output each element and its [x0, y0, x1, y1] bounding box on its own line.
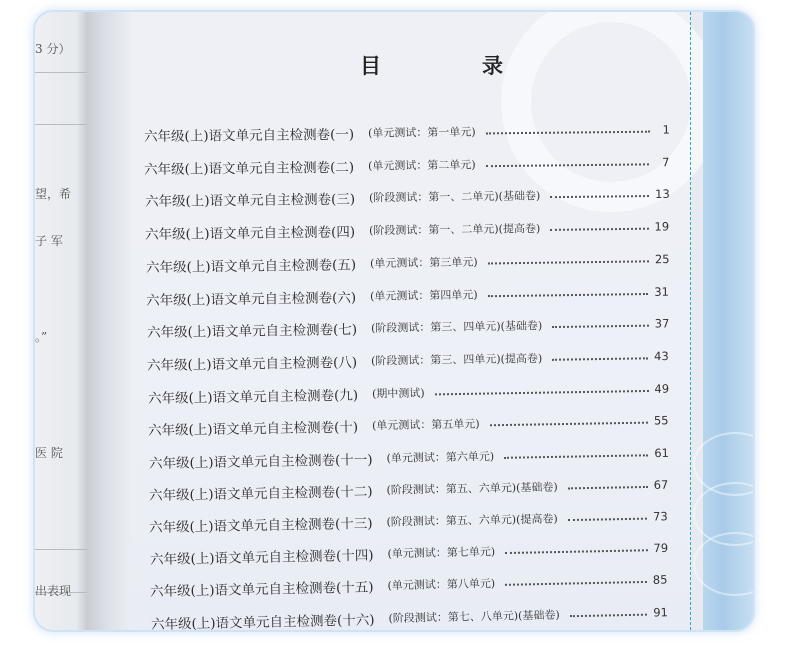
toc-entry-note: (单元测试：第六单元)	[385, 449, 494, 465]
cover-edge	[703, 12, 753, 630]
left-fragment: 出表现	[35, 584, 72, 598]
toc-entry-note: (阶段测试：第三、四单元)(基础卷)	[370, 319, 542, 335]
dot-leader	[505, 581, 647, 586]
toc-entry-note: (阶段测试：第一、二单元)(提高卷)	[369, 222, 541, 238]
toc-entry-note: (阶段测试：第一、二单元)(基础卷)	[368, 189, 541, 205]
toc-entry-title: 六年级(上)语文单元自主检测卷(二)	[144, 159, 355, 178]
dot-leader	[434, 390, 648, 395]
toc-entry-page: 85	[653, 572, 668, 588]
left-rule	[35, 549, 87, 550]
book-gutter	[87, 12, 133, 630]
toc-entry-page: 67	[653, 477, 669, 492]
dot-leader	[551, 228, 649, 231]
dot-leader	[550, 195, 649, 198]
left-fragment: 医 院	[35, 446, 63, 460]
dot-leader	[568, 486, 648, 489]
toc-entry-title: 六年级(上)语文单元自主检测卷(三)	[144, 191, 356, 211]
toc-entry-note: (单元测试：第一单元)	[368, 125, 476, 140]
toc-entry-title: 六年级(上)语文单元自主检测卷(十三)	[149, 515, 374, 537]
left-fragment: 3 分）	[35, 42, 71, 56]
toc-entry-page: 1	[662, 122, 671, 137]
toc-entry-title: 六年级(上)语文单元自主检测卷(十二)	[148, 484, 373, 505]
toc-entry-title: 六年级(上)语文单元自主检测卷(一)	[143, 126, 355, 145]
toc-entry-title: 六年级(上)语文单元自主检测卷(七)	[146, 322, 357, 342]
dot-leader	[505, 550, 647, 555]
toc-entry-page: 55	[653, 413, 669, 428]
dot-leader	[486, 131, 650, 135]
dot-leader	[487, 260, 648, 264]
toc-entry-title: 六年级(上)语文单元自主检测卷(九)	[147, 387, 358, 407]
toc-entry-title: 六年级(上)语文单元自主检测卷(八)	[147, 354, 358, 374]
dot-leader	[488, 292, 649, 296]
toc-entry-note: (单元测试：第七单元)	[387, 545, 496, 561]
toc-entry-page: 37	[654, 316, 670, 331]
toc-entry-note: (阶段测试：第五、六单元)(提高卷)	[386, 512, 559, 529]
toc-entry-note: (单元测试：第三单元)	[369, 255, 478, 270]
dot-leader	[552, 325, 649, 328]
left-rule	[35, 124, 87, 125]
decorative-wave	[693, 532, 753, 596]
toc-entry-page: 19	[654, 219, 670, 234]
toc-entry-page: 31	[654, 284, 670, 299]
toc-entry-note: (单元测试：第八单元)	[387, 577, 496, 593]
toc-entry-page: 61	[653, 445, 669, 461]
left-fragment: 。”	[35, 330, 48, 344]
toc-entry-note: (期中测试)	[371, 386, 425, 400]
dot-leader	[504, 454, 648, 459]
toc-entry-title: 六年级(上)语文单元自主检测卷(十四)	[149, 547, 374, 569]
toc-entry-page: 7	[662, 154, 670, 169]
dot-leader	[490, 422, 648, 427]
left-rule	[35, 72, 87, 73]
toc-entry-page: 73	[653, 509, 669, 524]
toc-entry-note: (单元测试：第四单元)	[370, 287, 478, 303]
toc-entry-note: (单元测试：第五单元)	[371, 417, 480, 433]
toc-entry-note: (单元测试：第二单元)	[368, 157, 477, 173]
toc-entry-title: 六年级(上)语文单元自主检测卷(六)	[146, 289, 357, 309]
page-title: 目 录	[360, 54, 543, 78]
toc-entry-title: 六年级(上)语文单元自主检测卷(十一)	[148, 452, 373, 472]
toc-entry-title: 六年级(上)语文单元自主检测卷(十)	[147, 419, 359, 440]
dot-leader	[569, 613, 647, 617]
toc-entry-page: 25	[654, 251, 670, 267]
toc-entry-title: 六年级(上)语文单元自主检测卷(五)	[145, 257, 356, 276]
toc-entry-page: 91	[652, 604, 668, 619]
cut-line	[690, 12, 691, 630]
toc-entry-page: 49	[653, 381, 669, 396]
dot-leader	[552, 357, 648, 360]
left-fragment: 望，希	[35, 187, 72, 201]
toc-entry-title: 六年级(上)语文单元自主检测卷(十五)	[150, 579, 375, 601]
toc-entry-title: 六年级(上)语文单元自主检测卷(十六)	[150, 611, 375, 633]
toc-entry-page: 13	[654, 187, 670, 202]
dot-leader	[486, 163, 650, 167]
toc-entry-title: 六年级(上)语文单元自主检测卷(四)	[145, 224, 356, 244]
previous-page-edge	[35, 12, 87, 630]
toc-entry-page: 79	[653, 541, 669, 556]
toc-entry-note: (阶段测试：第七、八单元)(基础卷)	[388, 607, 560, 625]
toc-entry-note: (阶段测试：第三、四单元)(提高卷)	[371, 351, 543, 368]
dot-leader	[568, 518, 647, 521]
toc-entry-page: 43	[654, 348, 669, 364]
left-fragment: 子 军	[35, 234, 63, 248]
decorative-swirl	[501, 12, 721, 212]
toc-entry-note: (阶段测试：第五、六单元)(基础卷)	[386, 480, 558, 497]
